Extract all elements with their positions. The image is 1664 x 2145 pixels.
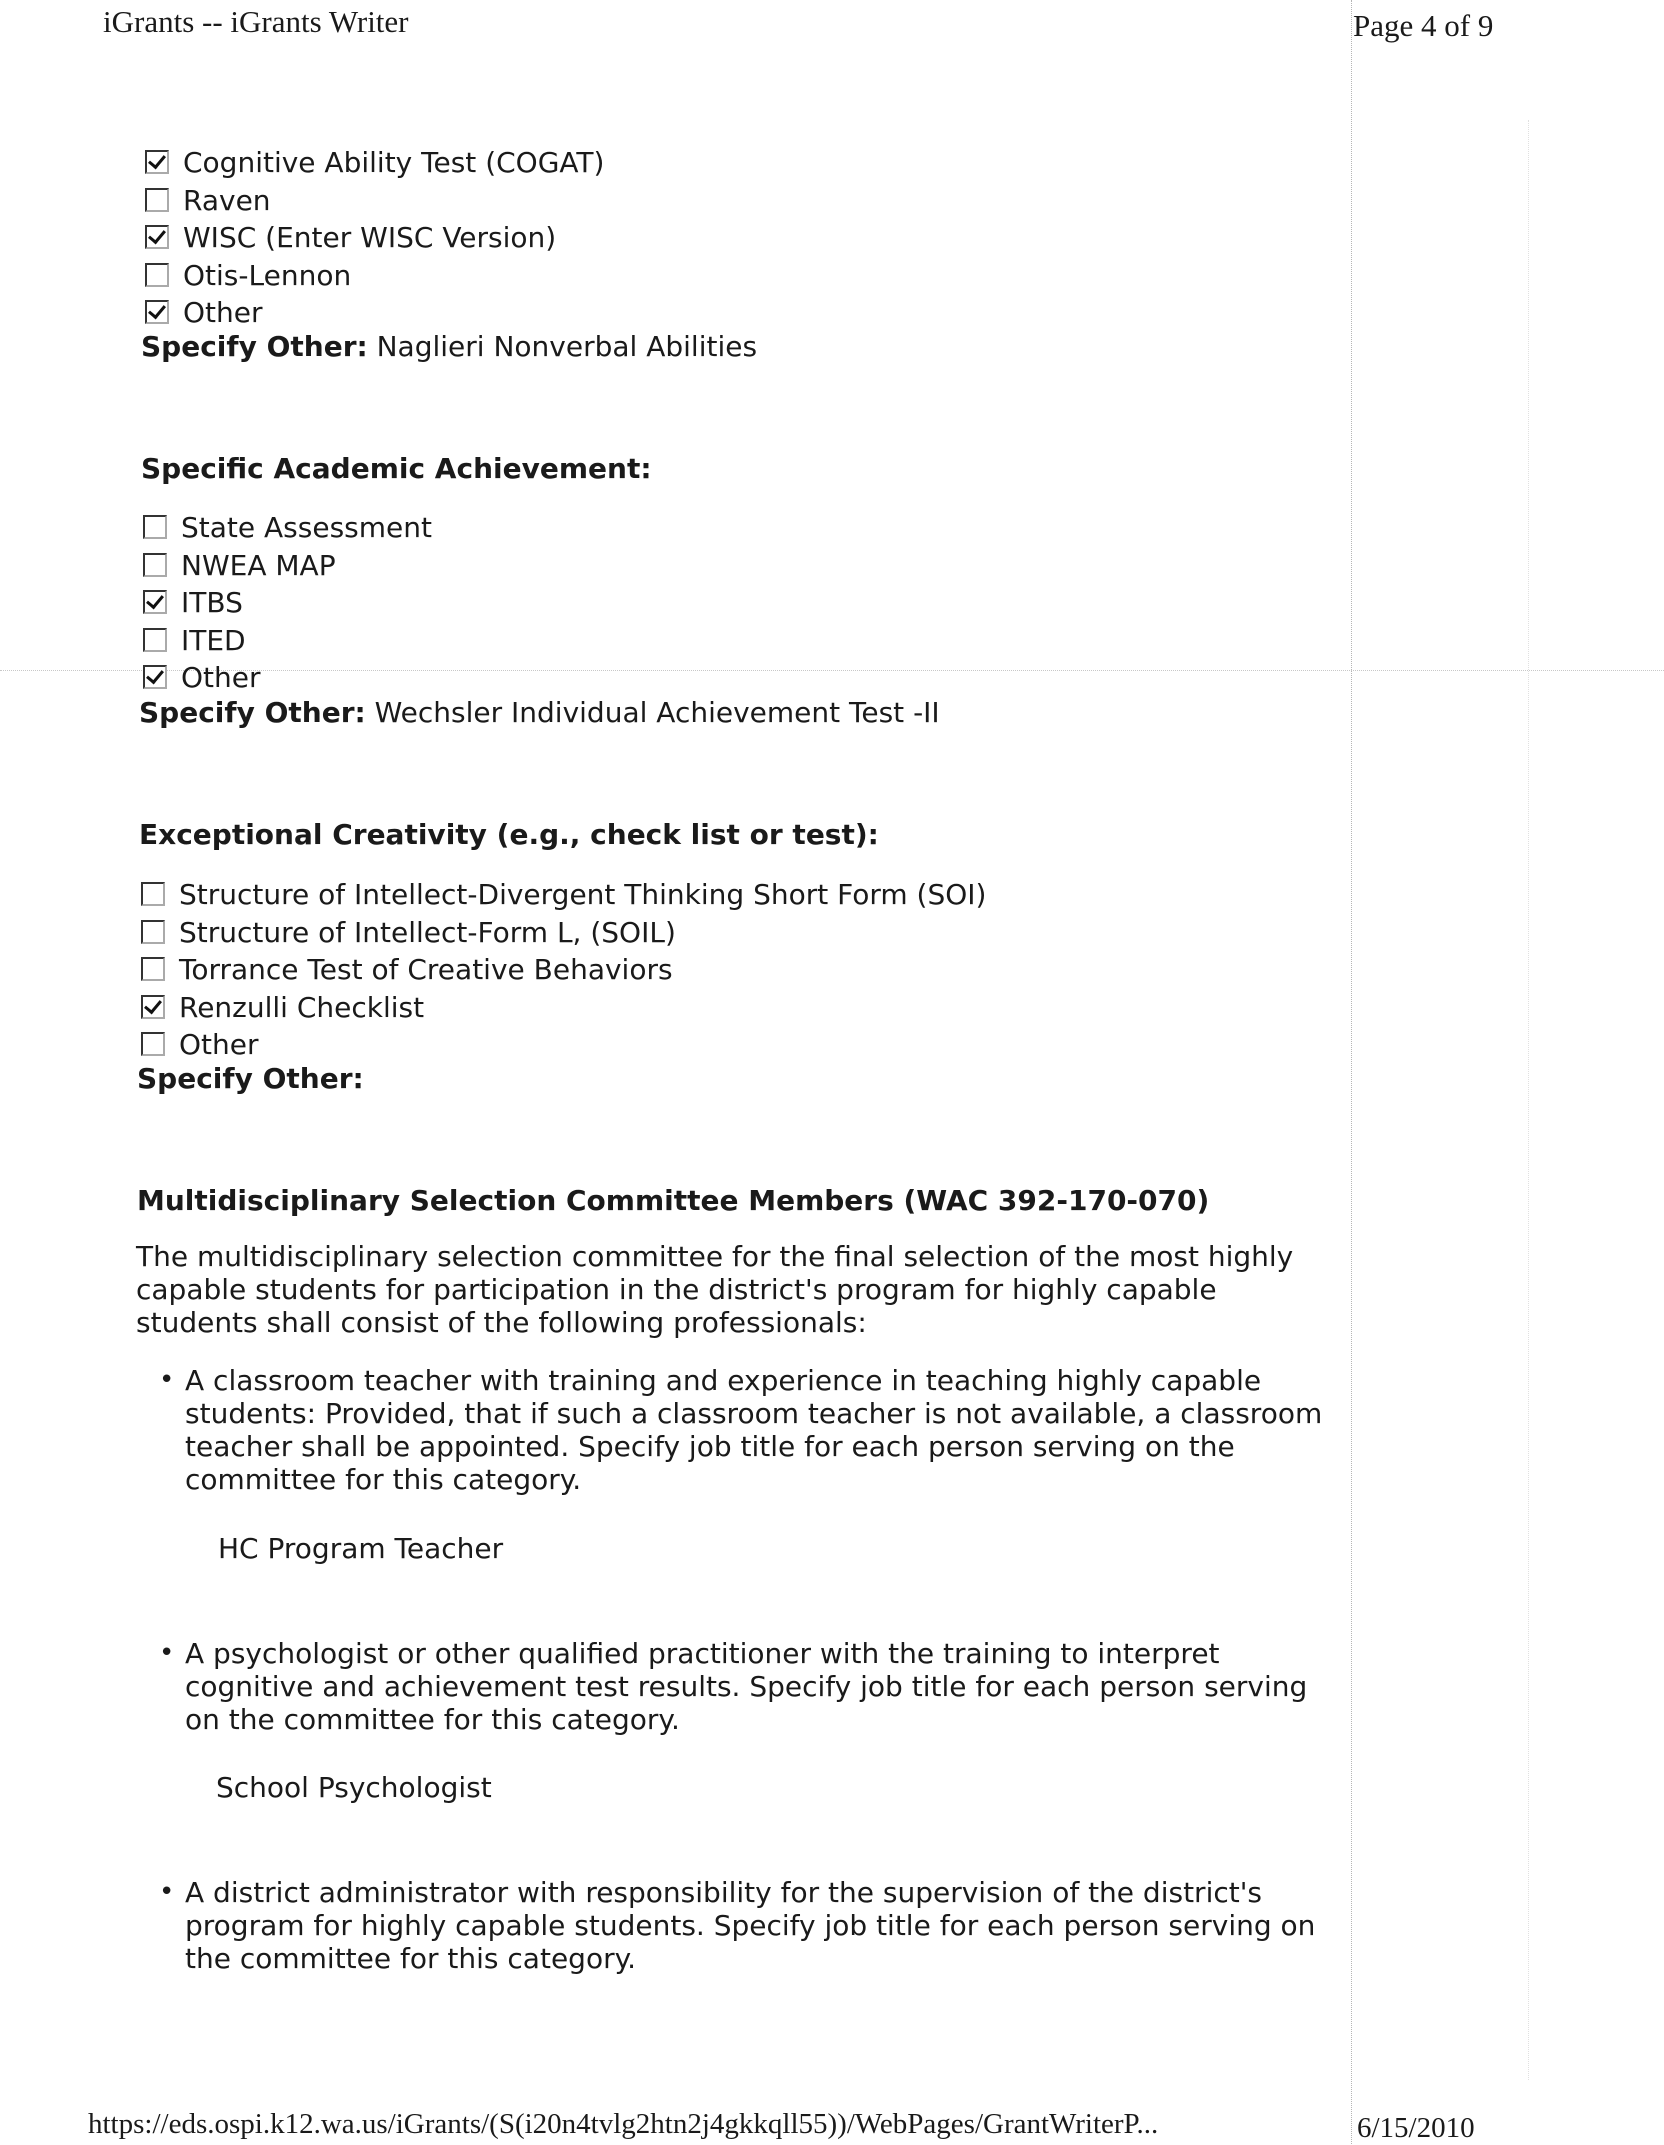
checkbox[interactable] <box>143 553 167 577</box>
committee-intro: The multidisciplinary selection committee for the final selection of the most highly capable students for participation in the district's program for highly capable students shall consist of the following professionals: <box>136 1240 1294 1339</box>
option-label: WISC (Enter WISC Version) <box>183 221 557 254</box>
checkbox[interactable] <box>143 515 167 539</box>
bullet-icon: • <box>159 1365 175 1395</box>
creativity-test-list <box>141 876 986 1064</box>
option-label: Other <box>181 661 261 694</box>
checkbox[interactable] <box>143 628 167 652</box>
cognitive-option <box>145 257 604 295</box>
print-footer-date: 6/15/2010 <box>1357 2112 1475 2144</box>
academic-option <box>143 584 432 622</box>
scan-edge-line <box>1351 0 1352 2144</box>
cognitive-option <box>145 144 604 182</box>
creativity-option <box>141 876 986 914</box>
academic-option <box>143 622 432 660</box>
print-page-number: Page 4 of 9 <box>1353 8 1494 43</box>
cognitive-option <box>145 219 604 257</box>
academic-heading: Specific Academic Achievement: <box>141 452 652 485</box>
option-label: ITED <box>181 623 246 657</box>
option-label: Structure of Intellect-Form L, (SOIL) <box>179 915 676 949</box>
cognitive-specify-other <box>141 330 757 363</box>
option-label: ITBS <box>181 586 243 619</box>
academic-option <box>143 659 432 697</box>
checkbox[interactable] <box>145 300 169 324</box>
academic-option <box>143 509 432 547</box>
creativity-specify-other <box>137 1062 364 1095</box>
specify-other-value: Wechsler Individual Achievement Test -II <box>374 696 940 729</box>
checkbox[interactable] <box>145 188 169 212</box>
print-footer-url: https://eds.ospi.k12.wa.us/iGrants/(S(i20n4tvlg2htn2j4gkkqll55))/WebPages/GrantWriterP... <box>88 2108 1159 2140</box>
academic-option <box>143 547 432 585</box>
specify-other-value: Naglieri Nonverbal Abilities <box>376 330 758 363</box>
committee-bullet <box>159 1876 1325 1975</box>
option-label: Other <box>179 1028 259 1061</box>
bullet-text: A classroom teacher with training and experience in teaching highly capable students: Provided, that if such a classroom teacher is not available, a classroom teacher shall be appointed. Specify job title for each person serving on the committee for this category. <box>185 1364 1323 1496</box>
specify-other-label: Specify Other: <box>139 696 366 729</box>
option-label: State Assessment <box>181 511 432 544</box>
cognitive-option <box>145 182 604 220</box>
creativity-option <box>141 1026 986 1064</box>
checkbox[interactable] <box>141 1032 165 1056</box>
checkbox[interactable] <box>141 920 165 944</box>
checkbox[interactable] <box>141 995 165 1019</box>
checkbox[interactable] <box>143 665 167 689</box>
creativity-option <box>141 914 986 952</box>
committee-heading: Multidisciplinary Selection Committee Members (WAC 392-170-070) <box>137 1184 1210 1217</box>
bullet-icon: • <box>159 1638 175 1668</box>
option-label: NWEA MAP <box>181 548 336 582</box>
creativity-option <box>141 951 986 989</box>
academic-specify-other <box>139 696 940 729</box>
option-label: Otis-Lennon <box>183 258 352 292</box>
academic-test-list <box>143 509 432 697</box>
creativity-heading: Exceptional Creativity (e.g., check list or test): <box>139 818 879 851</box>
specify-other-label: Specify Other: <box>137 1062 364 1095</box>
scan-noise-line <box>1528 120 1529 2080</box>
creativity-option <box>141 989 986 1027</box>
checkbox[interactable] <box>145 225 169 249</box>
checkbox[interactable] <box>145 263 169 287</box>
option-label: Structure of Intellect-Divergent Thinking Short Form (SOI) <box>179 878 987 911</box>
checkbox[interactable] <box>143 590 167 614</box>
cognitive-option <box>145 294 604 332</box>
print-header-title: iGrants -- iGrants Writer <box>103 4 409 39</box>
option-label: Cognitive Ability Test (COGAT) <box>183 146 605 179</box>
bullet-icon: • <box>159 1877 175 1907</box>
committee-answer: School Psychologist <box>216 1771 492 1804</box>
committee-answer: HC Program Teacher <box>218 1532 504 1565</box>
option-label: Renzulli Checklist <box>179 990 425 1024</box>
bullet-text: A district administrator with responsibility for the supervision of the district's program for highly capable students. Specify job title for each person serving on the committee for this category. <box>185 1876 1316 1975</box>
checkbox[interactable] <box>145 150 169 174</box>
committee-bullet <box>159 1364 1325 1496</box>
specify-other-label: Specify Other: <box>141 330 368 363</box>
checkbox[interactable] <box>141 957 165 981</box>
bullet-text: A psychologist or other qualified practitioner with the training to interpret cognitive and achievement test results. Specify job title for each person serving on the committee for this category. <box>185 1637 1308 1736</box>
option-label: Other <box>183 296 263 329</box>
option-label: Raven <box>183 183 271 217</box>
checkbox[interactable] <box>141 882 165 906</box>
cognitive-test-list <box>145 144 604 332</box>
committee-bullet <box>159 1637 1325 1736</box>
option-label: Torrance Test of Creative Behaviors <box>179 953 673 986</box>
